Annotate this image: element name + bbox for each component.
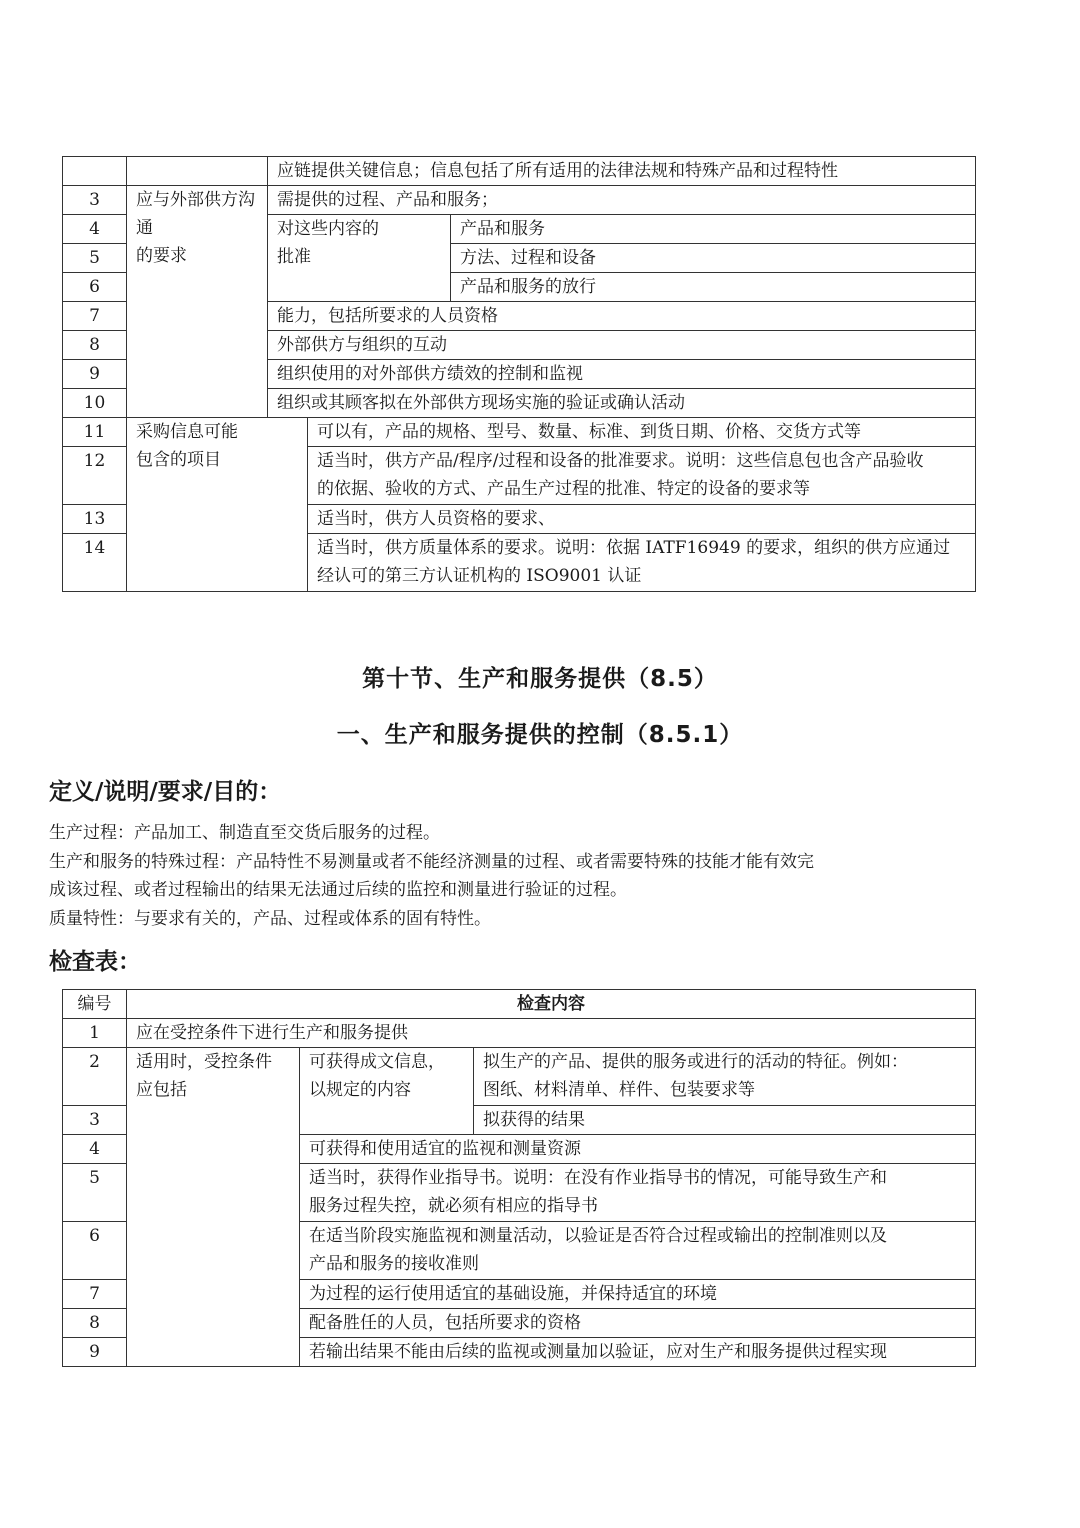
group-label-line: 采购信息可能: [136, 422, 238, 442]
table-cell: [308, 447, 976, 505]
table-cell: 配备胜任的人员，包括所要求的资格: [300, 1309, 976, 1338]
table-cell: [474, 1048, 976, 1106]
approval-line: 批准: [277, 247, 311, 267]
group-label-line: 的要求: [136, 246, 187, 266]
cell-line: 在适当阶段实施监视和测量活动，以验证是否符合过程或输出的控制准则以及: [309, 1226, 887, 1246]
table-cell: 应链提供关键信息；信息包括了所有适用的法律法规和特殊产品和过程特性: [268, 157, 976, 186]
table-cell: 产品和服务的放行: [451, 273, 976, 302]
definition-line: 生产和服务的特殊过程：产品特性不易测量或者不能经济测量的过程、或者需要特殊的技能才能有效完: [49, 851, 814, 872]
row-number: 11: [63, 418, 127, 447]
row-number: 6: [63, 273, 127, 302]
definition-line: 生产过程：产品加工、制造直至交货后服务的过程。: [49, 823, 440, 843]
table-cell: 适当时，供方人员资格的要求、: [308, 505, 976, 534]
group-label-line: 包含的项目: [136, 450, 221, 470]
cell-line: 产品和服务的接收准则: [309, 1254, 479, 1274]
approval-line: 对这些内容的: [277, 219, 379, 239]
group-label: [127, 1048, 300, 1367]
row-number: 7: [63, 302, 127, 331]
group-label-line: 应包括: [136, 1080, 187, 1100]
table-cell: 外部供方与组织的互动: [268, 331, 976, 360]
table-cell: 需提供的过程、产品和服务；: [268, 186, 976, 215]
cell-line: 适当时，供方质量体系的要求。说明：依据 IATF16949 的要求，组织的供方应通过: [317, 538, 951, 558]
table-cell: 拟获得的结果: [474, 1106, 976, 1135]
table-cell: 方法、过程和设备: [451, 244, 976, 273]
group-label-line: 应与外部供方沟通: [136, 190, 255, 238]
definition-line: 成该过程、或者过程输出的结果无法通过后续的监控和测量进行验证的过程。: [49, 880, 627, 900]
table-cell: 可以有，产品的规格、型号、数量、标准、到货日期、价格、交货方式等: [308, 418, 976, 447]
row-number: 8: [63, 331, 127, 360]
checklist-table: [62, 989, 976, 1367]
table-cell: [300, 1164, 976, 1222]
row-number: 4: [63, 215, 127, 244]
table-cell: 应在受控条件下进行生产和服务提供: [127, 1019, 976, 1048]
definition-heading: 定义/说明/要求/目的：: [49, 779, 282, 805]
table-cell: [63, 157, 127, 186]
row-number: 9: [63, 1338, 127, 1367]
section-title: 第十节、生产和服务提供（8.5）: [362, 666, 718, 692]
table-cell: [308, 534, 976, 592]
row-number: 12: [63, 447, 127, 505]
table-cell: 为过程的运行使用适宜的基础设施，并保持适宜的环境: [300, 1280, 976, 1309]
doc-info-line: 以规定的内容: [309, 1080, 411, 1100]
doc-info-line: 可获得成文信息，: [309, 1052, 445, 1072]
row-number: 6: [63, 1222, 127, 1280]
group-label-line: 适用时，受控条件: [136, 1052, 272, 1072]
row-number: 13: [63, 505, 127, 534]
table-cell: 能力，包括所要求的人员资格: [268, 302, 976, 331]
column-header-content: 检查内容: [127, 990, 976, 1019]
table-cell: 组织使用的对外部供方绩效的控制和监视: [268, 360, 976, 389]
cell-line: 适当时，供方产品/程序/过程和设备的批准要求。说明：这些信息包也含产品验收: [317, 451, 924, 471]
definition-line: 质量特性：与要求有关的，产品、过程或体系的固有特性。: [49, 908, 491, 929]
column-header-number: 编号: [63, 990, 127, 1019]
table-cell: 可获得和使用适宜的监视和测量资源: [300, 1135, 976, 1164]
cell-line: 经认可的第三方认证机构的 ISO9001 认证: [317, 566, 642, 586]
row-number: 7: [63, 1280, 127, 1309]
cell-line: 图纸、材料清单、样件、包装要求等: [483, 1080, 755, 1100]
purchasing-info-table: [62, 156, 976, 592]
definitions: [49, 819, 949, 933]
row-number: 8: [63, 1309, 127, 1338]
table-cell: [300, 1222, 976, 1280]
approval-label: [268, 215, 451, 302]
row-number: 3: [63, 186, 127, 215]
row-number: 4: [63, 1135, 127, 1164]
row-number: 9: [63, 360, 127, 389]
row-number: 14: [63, 534, 127, 592]
row-number: 10: [63, 389, 127, 418]
table-cell: [127, 157, 268, 186]
cell-line: 适当时，获得作业指导书。说明：在没有作业指导书的情况，可能导致生产和: [309, 1168, 887, 1188]
row-number: 3: [63, 1106, 127, 1135]
doc-info-label: [300, 1048, 474, 1135]
row-number: 5: [63, 244, 127, 273]
row-number: 2: [63, 1048, 127, 1106]
cell-line: 服务过程失控，就必须有相应的指导书: [309, 1196, 598, 1216]
checklist-heading: 检查表：: [49, 949, 141, 975]
table-cell: 产品和服务: [451, 215, 976, 244]
table-cell: 组织或其顾客拟在外部供方现场实施的验证或确认活动: [268, 389, 976, 418]
cell-line: 拟生产的产品、提供的服务或进行的活动的特征。例如：: [483, 1052, 908, 1072]
group-label: [127, 418, 308, 592]
row-number: 1: [63, 1019, 127, 1048]
cell-line: 的依据、验收的方式、产品生产过程的批准、特定的设备的要求等: [317, 479, 810, 499]
subsection-title: 一、生产和服务提供的控制（8.5.1）: [336, 722, 744, 748]
group-label: [127, 186, 268, 418]
row-number: 5: [63, 1164, 127, 1222]
table-cell: 若输出结果不能由后续的监视或测量加以验证，应对生产和服务提供过程实现: [300, 1338, 976, 1367]
